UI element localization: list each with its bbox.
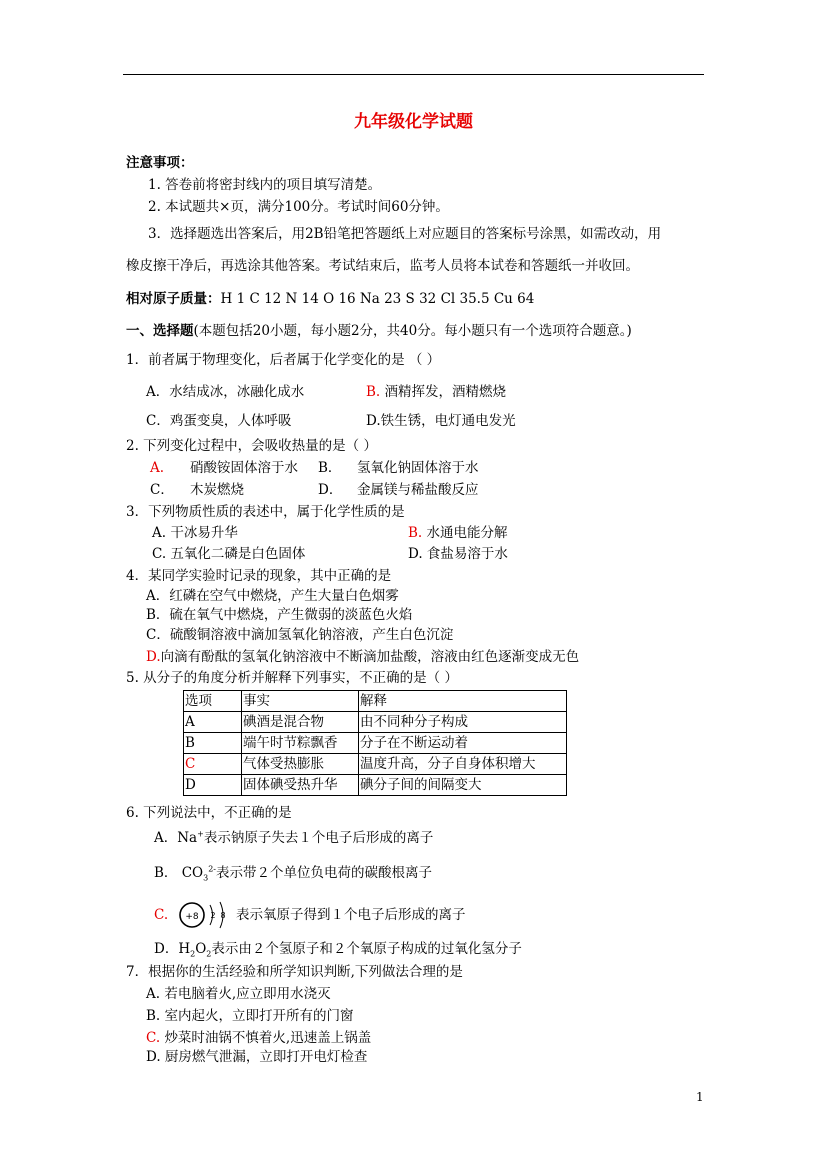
q1-stem: 1．前者属于物理变化，后者属于化学变化的是 （ ） <box>126 352 441 368</box>
q5-stem: 5. 从分子的角度分析并解释下列事实，不正确的是（ ） <box>126 670 458 686</box>
q7-option-a: A. 若电脑着火,应立即用水浇灭 <box>146 986 331 1002</box>
page-number: 1 <box>696 1090 704 1104</box>
ion-structure-diagram <box>176 900 236 930</box>
q4-option-d-text: 向滴有酚酞的氢氧化钠溶液中不断滴加盐酸，溶液由红色逐渐变成无色 <box>160 649 580 665</box>
q6-b-subscript: 3 <box>203 873 209 883</box>
notice-item-3-cont: 橡皮擦干净后，再选涂其他答案。考试结束后，监考人员将本试卷和答题纸一并收回。 <box>126 258 639 274</box>
q6-b-text: 表示带２个单位负电荷的碳酸根离子 <box>216 865 432 881</box>
table-row <box>184 754 567 775</box>
table-cell-option: D <box>184 775 242 796</box>
header-rule <box>123 74 704 75</box>
q3-option-a: A. 干冰易升华 <box>152 525 238 541</box>
table-cell-fact: 碘酒是混合物 <box>242 712 359 733</box>
q3-option-d: D. 食盐易溶于水 <box>408 546 508 562</box>
shell-1-electrons: 2 <box>210 911 216 920</box>
q6-a-charge: + <box>197 829 204 839</box>
q2-option-c-letter: C． <box>150 482 174 498</box>
q4-option-b: B．硫在氧气中燃烧，产生微弱的淡蓝色火焰 <box>146 607 413 623</box>
table-cell-fact: 端午时节粽飘香 <box>242 733 359 754</box>
table-cell-option: A <box>184 712 242 733</box>
notice-heading: 注意事项： <box>126 155 194 171</box>
q1-option-c: C．鸡蛋变臭，人体呼吸 <box>146 413 292 429</box>
q5-table <box>183 690 567 796</box>
q7-option-d: D. 厨房燃气泄漏，立即打开电灯检查 <box>146 1049 368 1065</box>
table-cell-fact: 固体碘受热升华 <box>242 775 359 796</box>
table-row <box>184 712 567 733</box>
q6-b-charge: 2- <box>208 864 216 874</box>
shell-2-electrons: 8 <box>220 911 226 920</box>
q2-option-b-letter: B． <box>318 460 342 476</box>
q6-a-text: 表示钠原子失去１个电子后形成的离子 <box>203 830 434 846</box>
q2-option-c: 木炭燃烧 <box>190 482 244 498</box>
q2-option-d-letter: D． <box>318 482 343 498</box>
q4-option-d <box>146 648 579 666</box>
page-title: 九年级化学试题 <box>354 112 473 132</box>
q2-option-a: 硝酸铵固体溶于水 <box>190 460 298 476</box>
table-cell-explanation: 温度升高，分子自身体积增大 <box>359 754 567 775</box>
table-cell-fact: 气体受热膨胀 <box>242 754 359 775</box>
q4-stem: 4．某同学实验时记录的现象，其中正确的是 <box>126 568 392 584</box>
q4-answer-mark: D. <box>146 649 161 665</box>
table-header-row <box>184 691 567 712</box>
q6-a-symbol: A．Na <box>154 830 198 846</box>
q6-answer-mark: C. <box>154 907 169 923</box>
section-1-title: 一、选择题 <box>126 323 194 339</box>
q6-d-symbol-o: O <box>195 941 207 957</box>
notice-item-3: 3．选择题选出答案后，用2B铅笔把答题纸上对应题目的答案标号涂黑，如需改动，用 <box>148 226 662 242</box>
q7-stem: 7．根据你的生活经验和所学知识判断,下列做法合理的是 <box>126 964 463 980</box>
q1-option-b <box>366 383 506 401</box>
q7-option-c <box>146 1029 371 1047</box>
q3-option-b-text: 水通电能分解 <box>426 525 508 541</box>
table-cell-explanation: 碘分子间的间隔变大 <box>359 775 567 796</box>
table-header-cell: 选项 <box>184 691 242 712</box>
q2-stem: 2. 下列变化过程中，会吸收热量的是（ ） <box>126 438 377 454</box>
q1-option-d: D.铁生锈，电灯通电发光 <box>366 413 516 429</box>
q6-stem: 6. 下列说法中，不正确的是 <box>126 805 292 821</box>
table-header-cell: 事实 <box>242 691 359 712</box>
q6-option-c: 表示氧原子得到１个电子后形成的离子 <box>236 907 466 923</box>
q6-option-a <box>154 829 433 847</box>
q6-d-symbol: D．H <box>154 941 191 957</box>
q4-option-a: A．红磷在空气中燃烧，产生大量白色烟雾 <box>146 588 399 604</box>
section-1-heading <box>126 322 632 340</box>
q3-option-b <box>408 524 508 542</box>
notice-item-1: 1. 答卷前将密封线内的项目填写清楚。 <box>148 177 382 193</box>
q6-option-d <box>154 940 522 958</box>
nucleus-charge: +8 <box>185 912 199 922</box>
q1-option-b-text: 酒精挥发，酒精燃烧 <box>384 384 507 400</box>
q3-stem: 3．下列物质性质的表述中，属于化学性质的是 <box>126 504 405 520</box>
q2-option-b: 氢氧化钠固体溶于水 <box>357 460 479 476</box>
q4-option-c: C．硫酸铜溶液中滴加氢氧化钠溶液，产生白色沉淀 <box>146 627 454 643</box>
section-1-note: (本题包括20小题，每小题2分，共40分。每小题只有一个选项符合题意。) <box>193 323 632 339</box>
table-cell-explanation: 由不同种分子构成 <box>359 712 567 733</box>
table-row <box>184 775 567 796</box>
q1-answer-mark: B. <box>366 384 381 400</box>
q2-answer-mark: A. <box>150 460 165 476</box>
atomic-mass-line <box>126 290 534 308</box>
atomic-mass-label: 相对原子质量： <box>126 291 221 307</box>
atomic-mass-values: H 1 C 12 N 14 O 16 Na 23 S 32 Cl 35.5 Cu 64 <box>220 291 535 307</box>
q7-option-b: B. 室内起火，立即打开所有的门窗 <box>146 1008 354 1024</box>
q1-option-a: A．水结成冰，冰融化成水 <box>146 384 305 400</box>
table-header-cell: 解释 <box>359 691 567 712</box>
table-cell-option-answer: C <box>184 754 242 775</box>
q7-option-c-text: 炒菜时油锅不慎着火,迅速盖上锅盖 <box>164 1030 372 1046</box>
q2-option-d: 金属镁与稀盐酸反应 <box>357 482 479 498</box>
q6-d-text: 表示由２个氢原子和２个氧原子构成的过氧化氢分子 <box>211 941 522 957</box>
q6-b-symbol: B． CO <box>154 865 204 881</box>
q7-answer-mark: C. <box>146 1030 161 1046</box>
q6-d-subscript-1: 2 <box>190 949 196 959</box>
q3-answer-mark: B. <box>408 525 423 541</box>
q6-d-subscript-2: 2 <box>206 949 212 959</box>
table-cell-explanation: 分子在不断运动着 <box>359 733 567 754</box>
table-cell-option: B <box>184 733 242 754</box>
table-row <box>184 733 567 754</box>
q3-option-c: C. 五氧化二磷是白色固体 <box>152 546 306 562</box>
q6-option-b <box>154 864 432 882</box>
notice-item-2: 2. 本试题共×页，满分100分。考试时间60分钟。 <box>148 199 449 215</box>
